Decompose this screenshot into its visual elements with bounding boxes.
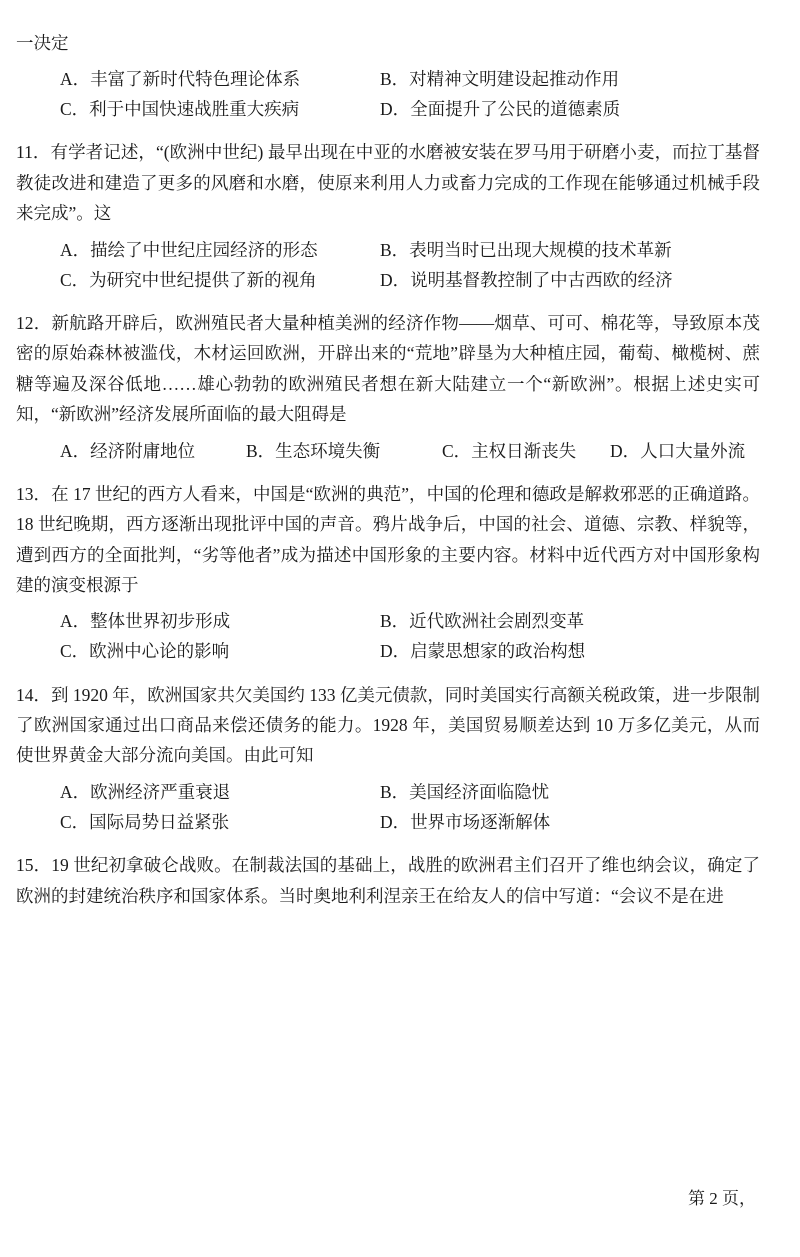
option-d[interactable]: D．全面提升了公民的道德素质 [380,99,621,120]
option-b[interactable]: B．对精神文明建设起推动作用 [380,69,620,90]
option-d[interactable]: D．说明基督教控制了中古西欧的经济 [380,269,673,290]
continued-text-fragment: 一决定 [16,33,69,53]
question-stem: 15．19 世纪初拿破仑战败。在制裁法国的基础上，战胜的欧洲君主们召开了维也纳会议，确定了欧洲的封建统治秩序和国家体系。当时奥地利利涅亲王在给友人的信中写道：“会议不是在进 [16,855,760,906]
option-row [14,636,760,666]
question-stem: 11．有学者记述，“(欧洲中世纪) 最早出现在中亚的水磨被安装在罗马用于研磨小麦，而拉丁基督教徒改进和建造了更多的风磨和水磨，使原来利用人力或畜力完成的工作现在能够通过机械手段来完成”。这 [16,142,760,224]
question-options [14,777,760,837]
question-14 [14,680,760,838]
question-12 [14,308,760,466]
option-row [14,606,760,636]
question-11 [14,137,760,295]
option-c[interactable]: C．为研究中世纪提供了新的视角 [60,269,317,290]
option-row [14,807,760,837]
option-a[interactable]: A．经济附庸地位 [60,440,196,461]
question-15 [14,850,760,911]
question-options [14,606,760,666]
option-a[interactable]: A．丰富了新时代特色理论体系 [60,69,301,90]
option-d[interactable]: D．启蒙思想家的政治构想 [380,641,586,662]
option-b[interactable]: B．近代欧洲社会剧烈变革 [380,611,585,632]
question-13 [14,479,760,667]
option-row [14,235,760,265]
option-b[interactable]: B．美国经济面临隐忧 [380,781,550,802]
option-a[interactable]: A．整体世界初步形成 [60,611,231,632]
option-row [14,265,760,295]
option-b[interactable]: B．表明当时已出现大规模的技术革新 [380,239,672,260]
question-stem: 14．到 1920 年，欧洲国家共欠美国约 133 亿美元债款，同时美国实行高额关税政策，进一步限制了欧洲国家通过出口商品来偿还债务的能力。1928 年，美国贸易顺差达到 10 万多亿美元，从而使世界黄金大部分流向美国。由此可知 [16,684,760,766]
option-d[interactable]: D．人口大量外流 [610,440,746,461]
option-b[interactable]: B．生态环境失衡 [246,440,381,461]
option-a[interactable]: A．欧洲经济严重衰退 [60,781,231,802]
question-stem: 12．新航路开辟后，欧洲殖民者大量种植美洲的经济作物——烟草、可可、棉花等，导致原本茂密的原始森林被滥伐，木材运回欧洲，开辟出来的“荒地”辟垦为大种植庄园，葡萄、橄榄树、蔗糖等遍及深谷低地……雄心勃勃的欧洲殖民者想在新大陆建立一个“新欧洲”。根据上述史实可知，“新欧洲”经济发展所面临的最大阻碍是 [16,312,760,425]
question-stem: 13．在 17 世纪的西方人看来，中国是“欧洲的典范”，中国的伦理和德政是解救邪恶的正确道路。18 世纪晚期，西方逐渐出现批评中国的声音。鸦片战争后，中国的社会、道德、宗教、样貌等，遭到西方的全面批判，“劣等他者”成为描述中国形象的主要内容。材料中近代西方对中国形象构建的演变根源于 [16,483,760,595]
option-d[interactable]: D．世界市场逐渐解体 [380,811,551,832]
option-a[interactable]: A．描绘了中世纪庄园经济的形态 [60,239,318,260]
question-options-q10 [14,64,760,124]
option-row [14,64,760,94]
option-c[interactable]: C．国际局势日益紧张 [60,811,230,832]
option-row [14,94,760,124]
option-row [14,436,760,466]
question-options [14,436,760,466]
page-footer: 第 2 页， [688,1189,756,1208]
option-c[interactable]: C．利于中国快速战胜重大疾病 [60,99,300,120]
option-c[interactable]: C．主权日渐丧失 [442,440,577,461]
question-options [14,235,760,295]
option-c[interactable]: C．欧洲中心论的影响 [60,641,230,662]
option-row [14,777,760,807]
